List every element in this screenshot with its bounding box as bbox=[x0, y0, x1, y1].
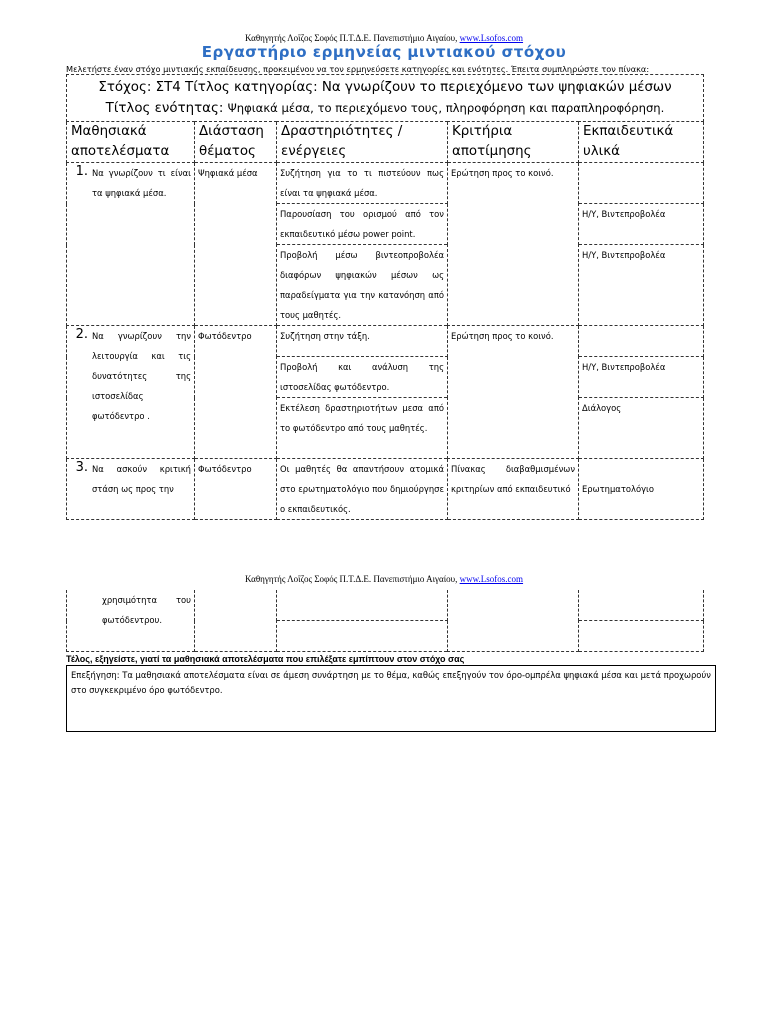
column-header: Κριτήρια αποτίμησης bbox=[448, 122, 579, 163]
table-row bbox=[67, 163, 704, 204]
objective-number: 2. bbox=[75, 327, 88, 342]
goal-unit-label: Τίτλος ενότητας: bbox=[105, 101, 228, 116]
criteria-cell: Ερώτηση προς το κοινό. bbox=[448, 326, 579, 459]
header-author: Καθηγητής Λοΐζος Σοφός Π.Τ.Δ.Ε. Πανεπιστήμιο Αιγαίου, bbox=[244, 33, 458, 43]
activity-cell: Προβολή μέσω βιντεοπροβολέα διαφόρων ψηφιακών μέσων ως παραδείγματα για την κατανόηση από τους μαθητές. bbox=[277, 245, 448, 326]
goal-row bbox=[67, 75, 704, 122]
column-header: Εκπαιδευτικά υλικά bbox=[579, 122, 704, 163]
closing-question: Τέλος, εξηγείστε, γιατί τα μαθησιακά αποτελέσματα που επιλέξατε εμπίπτουν στον στόχο σας bbox=[66, 654, 465, 664]
goal-cell bbox=[67, 75, 704, 122]
document-title: Εργαστήριο ερμηνείας μιντιακού στόχου bbox=[201, 43, 567, 61]
material-cell: Η/Υ, Βιντεπροβολέα bbox=[579, 245, 704, 326]
objective-cell bbox=[67, 326, 195, 459]
criteria-cell: Ερώτηση προς το κοινό. bbox=[448, 163, 579, 326]
material-cell: Η/Υ, Βιντεπροβολέα bbox=[579, 357, 704, 398]
objective-cell bbox=[67, 163, 195, 326]
column-header-row bbox=[67, 122, 704, 163]
objective-text: Να γνωρίζουν τι είναι τα ψηφιακά μέσα. bbox=[92, 168, 191, 198]
goal-line-1: Στόχος: ΣΤ4 Τίτλος κατηγορίας: Να γνωρίζουν το περιεχόμενο των ψηφιακών μέσων bbox=[98, 80, 672, 95]
header-link[interactable]: www.Lsofos.com bbox=[459, 574, 524, 584]
dimension-cell: Φωτόδεντρο bbox=[195, 459, 277, 520]
activity-cell: Εκτέλεση δραστηριοτήτων μεσα από το φωτόδεντρο από τους μαθητές. bbox=[277, 398, 448, 459]
objective-text: Να ασκούν κριτική στάση ως προς την bbox=[92, 464, 191, 494]
activity-cell: Συζήτηση στην τάξη. bbox=[277, 326, 448, 357]
column-header: Διάσταση θέματος bbox=[195, 122, 277, 163]
material-cell bbox=[579, 590, 704, 621]
column-header: Δραστηριότητες / ενέργειες bbox=[277, 122, 448, 163]
material-cell: Διάλογος bbox=[579, 398, 704, 459]
criteria-cell: Πίνακας διαβαθμισμένων κριτηρίων από εκπαιδευτικό bbox=[448, 459, 579, 520]
material-cell bbox=[579, 163, 704, 204]
objective-number: 3. bbox=[75, 460, 88, 475]
activity-cell: Συζήτηση για το τι πιστεύουν πως είναι τα ψηφιακά μέσα. bbox=[277, 163, 448, 204]
table-row bbox=[67, 590, 704, 621]
activity-cell bbox=[277, 621, 448, 652]
page-header bbox=[0, 574, 768, 585]
material-cell bbox=[579, 621, 704, 652]
criteria-cell bbox=[448, 590, 579, 652]
header-author: Καθηγητής Λοΐζος Σοφός Π.Τ.Δ.Ε. Πανεπιστήμιο Αιγαίου, bbox=[244, 574, 458, 584]
objective-cell: χρησιμότητα του φωτόδεντρου. bbox=[67, 590, 195, 652]
material-cell: Η/Υ, Βιντεπροβολέα bbox=[579, 204, 704, 245]
dimension-cell: Ψηφιακά μέσα bbox=[195, 163, 277, 326]
table-row bbox=[67, 326, 704, 357]
objective-cell bbox=[67, 459, 195, 520]
activity-cell bbox=[277, 590, 448, 621]
material-cell bbox=[579, 326, 704, 357]
table-continuation bbox=[66, 590, 704, 652]
instructions-text: Μελετήστε έναν στόχο μιντιακής εκπαίδευσης, προκειμένου να τον ερμηνεύσετε κατηγορίες και ενότητες. Έπειτα συμπληρώστε τον πίνακα: bbox=[66, 64, 650, 74]
activity-cell: Παρουσίαση του ορισμού από τον εκπαιδευτικό μέσω power point. bbox=[277, 204, 448, 245]
table-row bbox=[67, 459, 704, 520]
column-header: Μαθησιακά αποτελέσματα bbox=[67, 122, 195, 163]
objective-text: Να γνωρίζουν την λειτουργία και τις δυνατότητες της ιστοσελίδας φωτόδεντρο . bbox=[92, 331, 191, 421]
goal-unit-text: Ψηφιακά μέσα, το περιεχόμενο τους, πληροφόρηση και παραπληροφόρηση. bbox=[227, 101, 665, 115]
learning-outcomes-table bbox=[66, 74, 704, 520]
objective-number: 1. bbox=[75, 164, 88, 179]
header-link[interactable]: www.Lsofos.com bbox=[459, 33, 524, 43]
explanation-box[interactable]: Επεξήγηση: Τα μαθησιακά αποτελέσματα είναι σε άμεση συνάρτηση με το θέμα, καθώς επεξηγούν τον όρο-ομπρέλα ψηφιακά μέσα και μετά προχωρούν στο συγκεκριμένο όρο φωτόδεντρο. bbox=[66, 665, 716, 732]
dimension-cell: Φωτόδεντρο bbox=[195, 326, 277, 459]
dimension-cell bbox=[195, 590, 277, 652]
activity-cell: Προβολή και ανάλυση της ιστοσελίδας φωτόδεντρο. bbox=[277, 357, 448, 398]
activity-cell: Οι μαθητές θα απαντήσουν ατομικά στο ερωτηματολόγιο που δημιούργησε ο εκπαιδευτικός. bbox=[277, 459, 448, 520]
material-cell: Ερωτηματολόγιο bbox=[579, 459, 704, 520]
